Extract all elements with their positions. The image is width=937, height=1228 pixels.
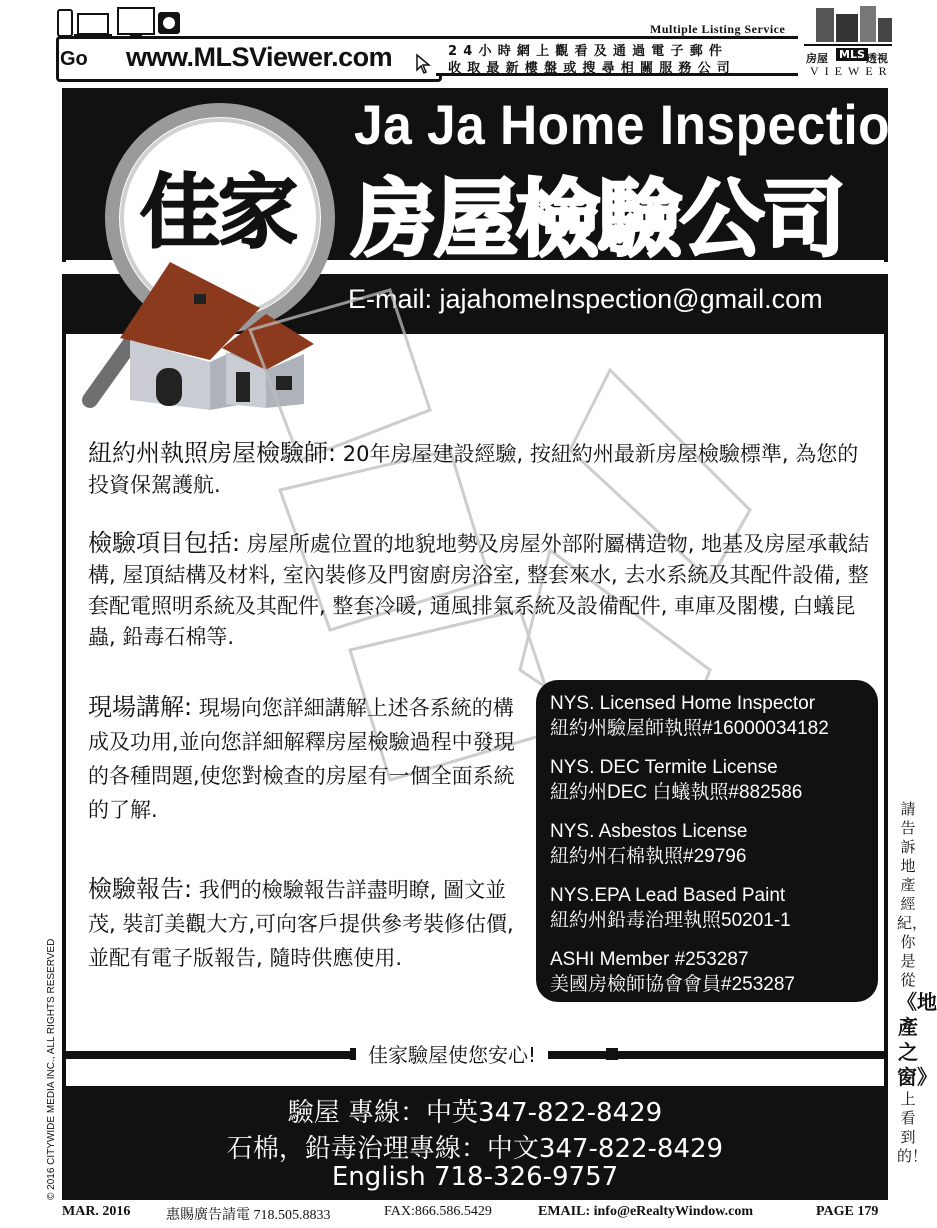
inspection-items-lead: 檢驗項目包括: <box>88 529 241 557</box>
license-zh: 紐約州石棉執照#29796 <box>550 846 747 867</box>
inspector-intro-text: 20年房屋建設經驗, 按紐約州最新房屋檢驗標準, 為您的投資保駕護航. <box>88 442 859 497</box>
footer-email[interactable]: EMAIL: info@eRealtyWindow.com <box>538 1204 753 1219</box>
logo-text-right: 透視 <box>866 52 888 65</box>
side-note-title: 《地產之窗》 <box>897 990 937 1089</box>
license-zh: 紐約州鉛毒治理執照50201-1 <box>550 910 791 931</box>
side-note-post: 上看到的！ <box>897 1090 928 1165</box>
side-note <box>897 800 937 1166</box>
slogan-line-1: 24小時網上觀看及通過電子郵件 <box>448 44 729 59</box>
license-zh: 紐約州驗屋師執照#16000034182 <box>550 718 829 739</box>
license-en: NYS.EPA Lead Based Paint <box>550 885 786 906</box>
logo-text-mid: MLS <box>836 48 868 61</box>
email-address[interactable]: E-mail: jajahomeInspection@gmail.com <box>348 284 823 314</box>
license-en: NYS. Asbestos License <box>550 821 748 842</box>
footer-page: PAGE 179 <box>816 1204 879 1219</box>
tagline-bullet-right <box>606 1048 618 1060</box>
inspection-report-text: 我們的檢驗報告詳盡明瞭, 圖文並茂, 裝訂美觀大方,可向客戶提供參考裝修估價,並配有電子版報告, 隨時供應使用. <box>88 878 514 970</box>
slogan-line-2: 收取最新樓盤或搜尋相關服務公司 <box>448 61 737 76</box>
phone-english[interactable]: English 718-326-9757 <box>331 1162 619 1192</box>
footer-date: MAR. 2016 <box>62 1204 131 1219</box>
license-en: NYS. DEC Termite License <box>550 757 778 778</box>
inspection-items <box>88 528 878 653</box>
inspection-report <box>88 872 518 975</box>
license-zh: 美國房檢師協會會員#253287 <box>550 974 795 995</box>
copyright-notice: © 2016 CITYWIDE MEDIA INC., ALL RIGHTS RESERVED <box>46 938 57 1200</box>
phone-inspection[interactable]: 驗屋 專線：中英347-822-8429 <box>287 1098 663 1128</box>
license-en: ASHI Member #253287 <box>550 949 749 970</box>
brand-zh: 佳家 <box>140 166 296 259</box>
company-name-en: Ja Ja Home Inspection <box>354 93 922 156</box>
go-label: Go <box>60 48 88 70</box>
license-en: NYS. Licensed Home Inspector <box>550 693 816 714</box>
mls-service-label: Multiple Listing Service <box>650 22 786 36</box>
company-name-zh: 房屋檢驗公司 <box>352 170 845 268</box>
onsite-explanation-lead: 現場講解: <box>88 693 193 721</box>
footer-ad-phone: 惠賜廣告請電 718.505.8833 <box>166 1208 331 1223</box>
inspector-intro <box>88 438 878 501</box>
mls-viewer-url[interactable]: www.MLSViewer.com <box>126 42 393 72</box>
top-banner <box>0 0 923 82</box>
tagline: 佳家驗屋使您安心! <box>356 1039 548 1068</box>
phone-asbestos-lead[interactable]: 石棉，鉛毒治理專線：中文347-822-8429 <box>226 1134 724 1164</box>
logo-text-bottom: VIEWER <box>810 64 893 78</box>
inspection-items-text: 房屋所處位置的地貌地勢及房屋外部附屬構造物, 地基及房屋承載結構, 屋頂結構及材料, 室內裝修及門窗廚房浴室, 整套來水, 去水系統及其配件設備, 整套配電照明系統及其配件, 整套冷暖, 通風排氣系統及設備配件, 車庫及閣樓, 白蟻昆蟲, 鉛毒石棉等. <box>88 532 870 649</box>
footer-fax: FAX:866.586.5429 <box>384 1204 492 1219</box>
inspection-report-lead: 檢驗報告: <box>88 875 193 903</box>
onsite-explanation <box>88 690 518 827</box>
logo-text-left: 房屋 <box>806 52 828 65</box>
side-note-pre: 請告訴地產經紀，你是從 <box>897 800 928 989</box>
cursor-icon <box>416 54 432 74</box>
inspector-intro-lead: 紐約州執照房屋檢驗師: <box>88 439 337 467</box>
license-zh: 紐約州DEC 白蟻執照#882586 <box>550 782 803 803</box>
onsite-explanation-text: 現場向您詳細講解上述各系統的構成及功用,並向您詳細解釋房屋檢驗過程中發現的各種問題,使您對檢查的房屋有一個全面系統的了解. <box>88 696 515 822</box>
